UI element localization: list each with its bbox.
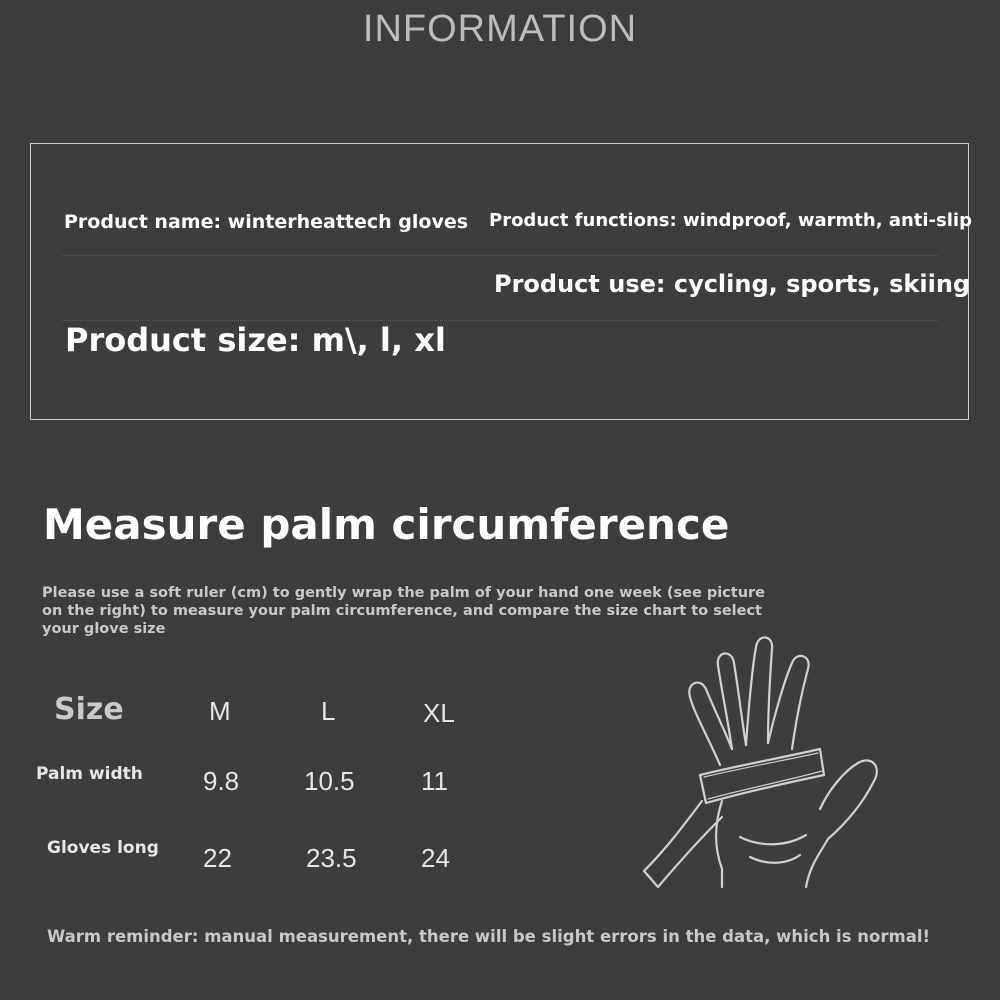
size-header-l: L [321, 696, 336, 726]
palm-width-m: 9.8 [203, 766, 240, 796]
info-divider [63, 255, 937, 256]
product-info-box [30, 143, 972, 420]
size-header-label: Size [54, 692, 124, 727]
size-header-m: M [209, 696, 231, 726]
palm-width-xl: 11 [421, 766, 448, 796]
gloves-long-l: 23.5 [306, 843, 357, 873]
measure-instructions: Please use a soft ruler (cm) to gently wrap the palm of your hand one week (see picture on the right) to measure your palm circumference, and compare the size chart to select your glove size [42, 585, 766, 637]
palm-width-l: 10.5 [304, 766, 355, 796]
gloves-long-m: 22 [203, 843, 232, 873]
hand-with-measuring-tape-icon [630, 625, 890, 895]
gloves-long-xl: 24 [421, 843, 450, 873]
gloves-long-label: Gloves long [47, 838, 159, 858]
measure-heading: Measure palm circumference [43, 500, 730, 549]
product-name-text: Product name: winterheattech gloves [64, 211, 469, 233]
product-size-text: Product size: m\, l, xl [65, 321, 446, 359]
product-functions-text: Product functions: windproof, warmth, anti-slip [489, 210, 972, 231]
product-use-text: Product use: cycling, sports, skiing [494, 270, 971, 298]
page-title: INFORMATION [362, 8, 638, 50]
size-header-xl: XL [423, 698, 455, 728]
warm-reminder: Warm reminder: manual measurement, there will be slight errors in the data, which is normal! [47, 927, 931, 946]
palm-width-label: Palm width [36, 764, 143, 784]
